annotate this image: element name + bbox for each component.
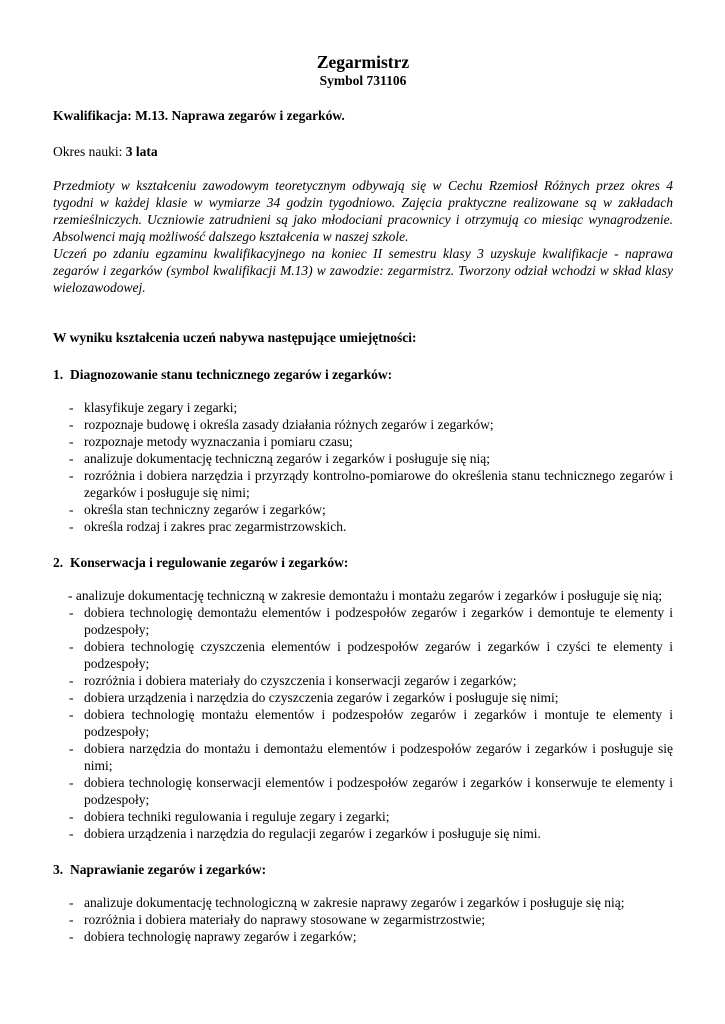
list-item — [53, 706, 673, 740]
dash-bullet: - — [69, 639, 74, 654]
section-heading — [53, 861, 673, 878]
skills-section-2 — [53, 554, 673, 842]
intro-paragraph: Przedmioty w kształceniu zawodowym teoretycznym odbywają się w Cechu Rzemiosł Różnych przez okres 4 tygodni w każdej klasie w wymiarze 34 godzin tygodniowo. Zajęcia praktyczne realizowane są w zakładach rzemieślniczych. Uczniowie zatrudnieni są jako młodociani pracownicy i otrzymują co miesiąc wynagrodzenie. Absolwenci mają możliwość dalszego kształcenia w naszej szkole. — [53, 178, 673, 244]
section-number: 2. — [53, 555, 64, 570]
dash-bullet: - — [69, 417, 74, 432]
list-item-text: dobiera techniki regulowania i reguluje zegary i zegarki; — [84, 809, 390, 824]
skills-heading: W wyniku kształcenia uczeń nabywa następujące umiejętności: — [53, 330, 417, 345]
dash-bullet: - — [69, 741, 74, 756]
section-title: Naprawianie zegarów i zegarków: — [70, 862, 267, 877]
dash-bullet: - — [69, 502, 74, 517]
skills-section-3 — [53, 861, 673, 945]
list-item — [53, 501, 673, 518]
skills-list — [53, 587, 673, 842]
occupation-symbol: Symbol 731106 — [319, 73, 407, 88]
list-item-text: dobiera technologię montażu elementów i podzespołów zegarów i zegarków i montuje te elementy i podzespoły; — [84, 707, 673, 739]
list-item-text: rozróżnia i dobiera materiały do naprawy stosowane w zegarmistrzostwie; — [84, 912, 486, 927]
document-title: Zegarmistrz — [316, 52, 410, 72]
list-item-text: określa rodzaj i zakres prac zegarmistrzowskich. — [84, 519, 347, 534]
dash-bullet: - — [69, 605, 74, 620]
skills-section-1 — [53, 366, 673, 535]
list-item — [53, 467, 673, 501]
dash-bullet: - — [69, 451, 74, 466]
dash-bullet: - — [69, 690, 74, 705]
dash-bullet: - — [69, 434, 74, 449]
document-page — [53, 52, 673, 964]
list-item-text: dobiera narzędzia do montażu i demontażu elementów i podzespołów zegarów i zegarków i posługuje się nimi; — [84, 741, 673, 773]
list-item-text: rozpoznaje metody wyznaczania i pomiaru czasu; — [84, 434, 353, 449]
dash-bullet: - — [69, 468, 74, 483]
intro-text — [53, 177, 673, 296]
list-item-text: analizuje dokumentację technologiczną w zakresie naprawy zegarów i zegarków i posługuje się nią; — [84, 895, 625, 910]
list-item — [53, 416, 673, 433]
section-number: 1. — [53, 367, 64, 382]
study-period — [53, 143, 673, 160]
list-item — [53, 894, 673, 911]
list-item-text: rozróżnia i dobiera narzędzia i przyrządy kontrolno-pomiarowe do określenia stanu technicznego zegarów i zegarków i posługuje się nimi; — [84, 468, 673, 500]
list-item — [53, 825, 673, 842]
list-item-text: klasyfikuje zegary i zegarki; — [84, 400, 238, 415]
section-title: Diagnozowanie stanu technicznego zegarów i zegarków: — [70, 367, 393, 382]
dash-bullet: - — [68, 588, 73, 603]
list-item — [53, 433, 673, 450]
list-item — [53, 399, 673, 416]
list-item-text: rozpoznaje budowę i określa zasady działania różnych zegarów i zegarków; — [84, 417, 494, 432]
skills-list — [53, 399, 673, 535]
list-item — [53, 604, 673, 638]
dash-bullet: - — [69, 912, 74, 927]
list-item-text: dobiera technologię konserwacji elementów i podzespołów zegarów i zegarków i konserwuje te elementy i podzespoły; — [84, 775, 673, 807]
list-item-text: dobiera urządzenia i narzędzia do regulacji zegarów i zegarków i posługuje się nimi. — [84, 826, 541, 841]
section-number: 3. — [53, 862, 64, 877]
intro-paragraph: Uczeń po zdaniu egzaminu kwalifikacyjnego na koniec II semestru klasy 3 uzyskuje kwalifikacje - naprawa zegarów i zegarków (symbol kwalifikacji M.13) w zawodzie: zegarmistrz. Tworzony odział wchodzi w skład klasy wielozawodowej. — [53, 246, 673, 295]
section-heading — [53, 554, 673, 571]
list-item-text: dobiera urządzenia i narzędzia do czyszczenia zegarów i zegarków i posługuje się nimi; — [84, 690, 559, 705]
list-item-text: określa stan techniczny zegarów i zegarków; — [84, 502, 326, 517]
dash-bullet: - — [69, 929, 74, 944]
list-item-text: analizuje dokumentację techniczną zegarów i zegarków i posługuje się nią; — [84, 451, 490, 466]
list-item-text: dobiera technologię naprawy zegarów i zegarków; — [84, 929, 357, 944]
list-item — [53, 911, 673, 928]
list-item-text: dobiera technologię czyszczenia elementów i podzespołów zegarów i zegarków i czyści te elementy i podzespoły; — [84, 639, 673, 671]
section-title: Konserwacja i regulowanie zegarów i zegarków: — [70, 555, 349, 570]
list-item-text: rozróżnia i dobiera materiały do czyszczenia i konserwacji zegarów i zegarków; — [84, 673, 517, 688]
section-heading — [53, 366, 673, 383]
list-item — [53, 928, 673, 945]
list-item — [53, 638, 673, 672]
dash-bullet: - — [69, 673, 74, 688]
dash-bullet: - — [69, 400, 74, 415]
list-item — [53, 774, 673, 808]
dash-bullet: - — [69, 809, 74, 824]
dash-bullet: - — [69, 707, 74, 722]
list-item — [53, 450, 673, 467]
dash-bullet: - — [69, 895, 74, 910]
list-item — [53, 672, 673, 689]
study-period-label: Okres nauki: — [53, 144, 126, 159]
list-item — [53, 689, 673, 706]
list-item-text: dobiera technologię demontażu elementów i podzespołów zegarów i zegarków i demontuje te elementy i podzespoły; — [84, 605, 673, 637]
dash-bullet: - — [69, 826, 74, 841]
list-item-text: analizuje dokumentację techniczną w zakresie demontażu i montażu zegarów i zegarków i posługuje się nią; — [75, 588, 663, 603]
study-period-value: 3 lata — [125, 144, 158, 159]
list-item — [53, 740, 673, 774]
dash-bullet: - — [69, 775, 74, 790]
list-item — [53, 808, 673, 825]
dash-bullet: - — [69, 519, 74, 534]
list-item — [53, 518, 673, 535]
qualification-line: Kwalifikacja: M.13. Naprawa zegarów i zegarków. — [53, 108, 345, 123]
list-item — [53, 587, 673, 604]
skills-list — [53, 894, 673, 945]
